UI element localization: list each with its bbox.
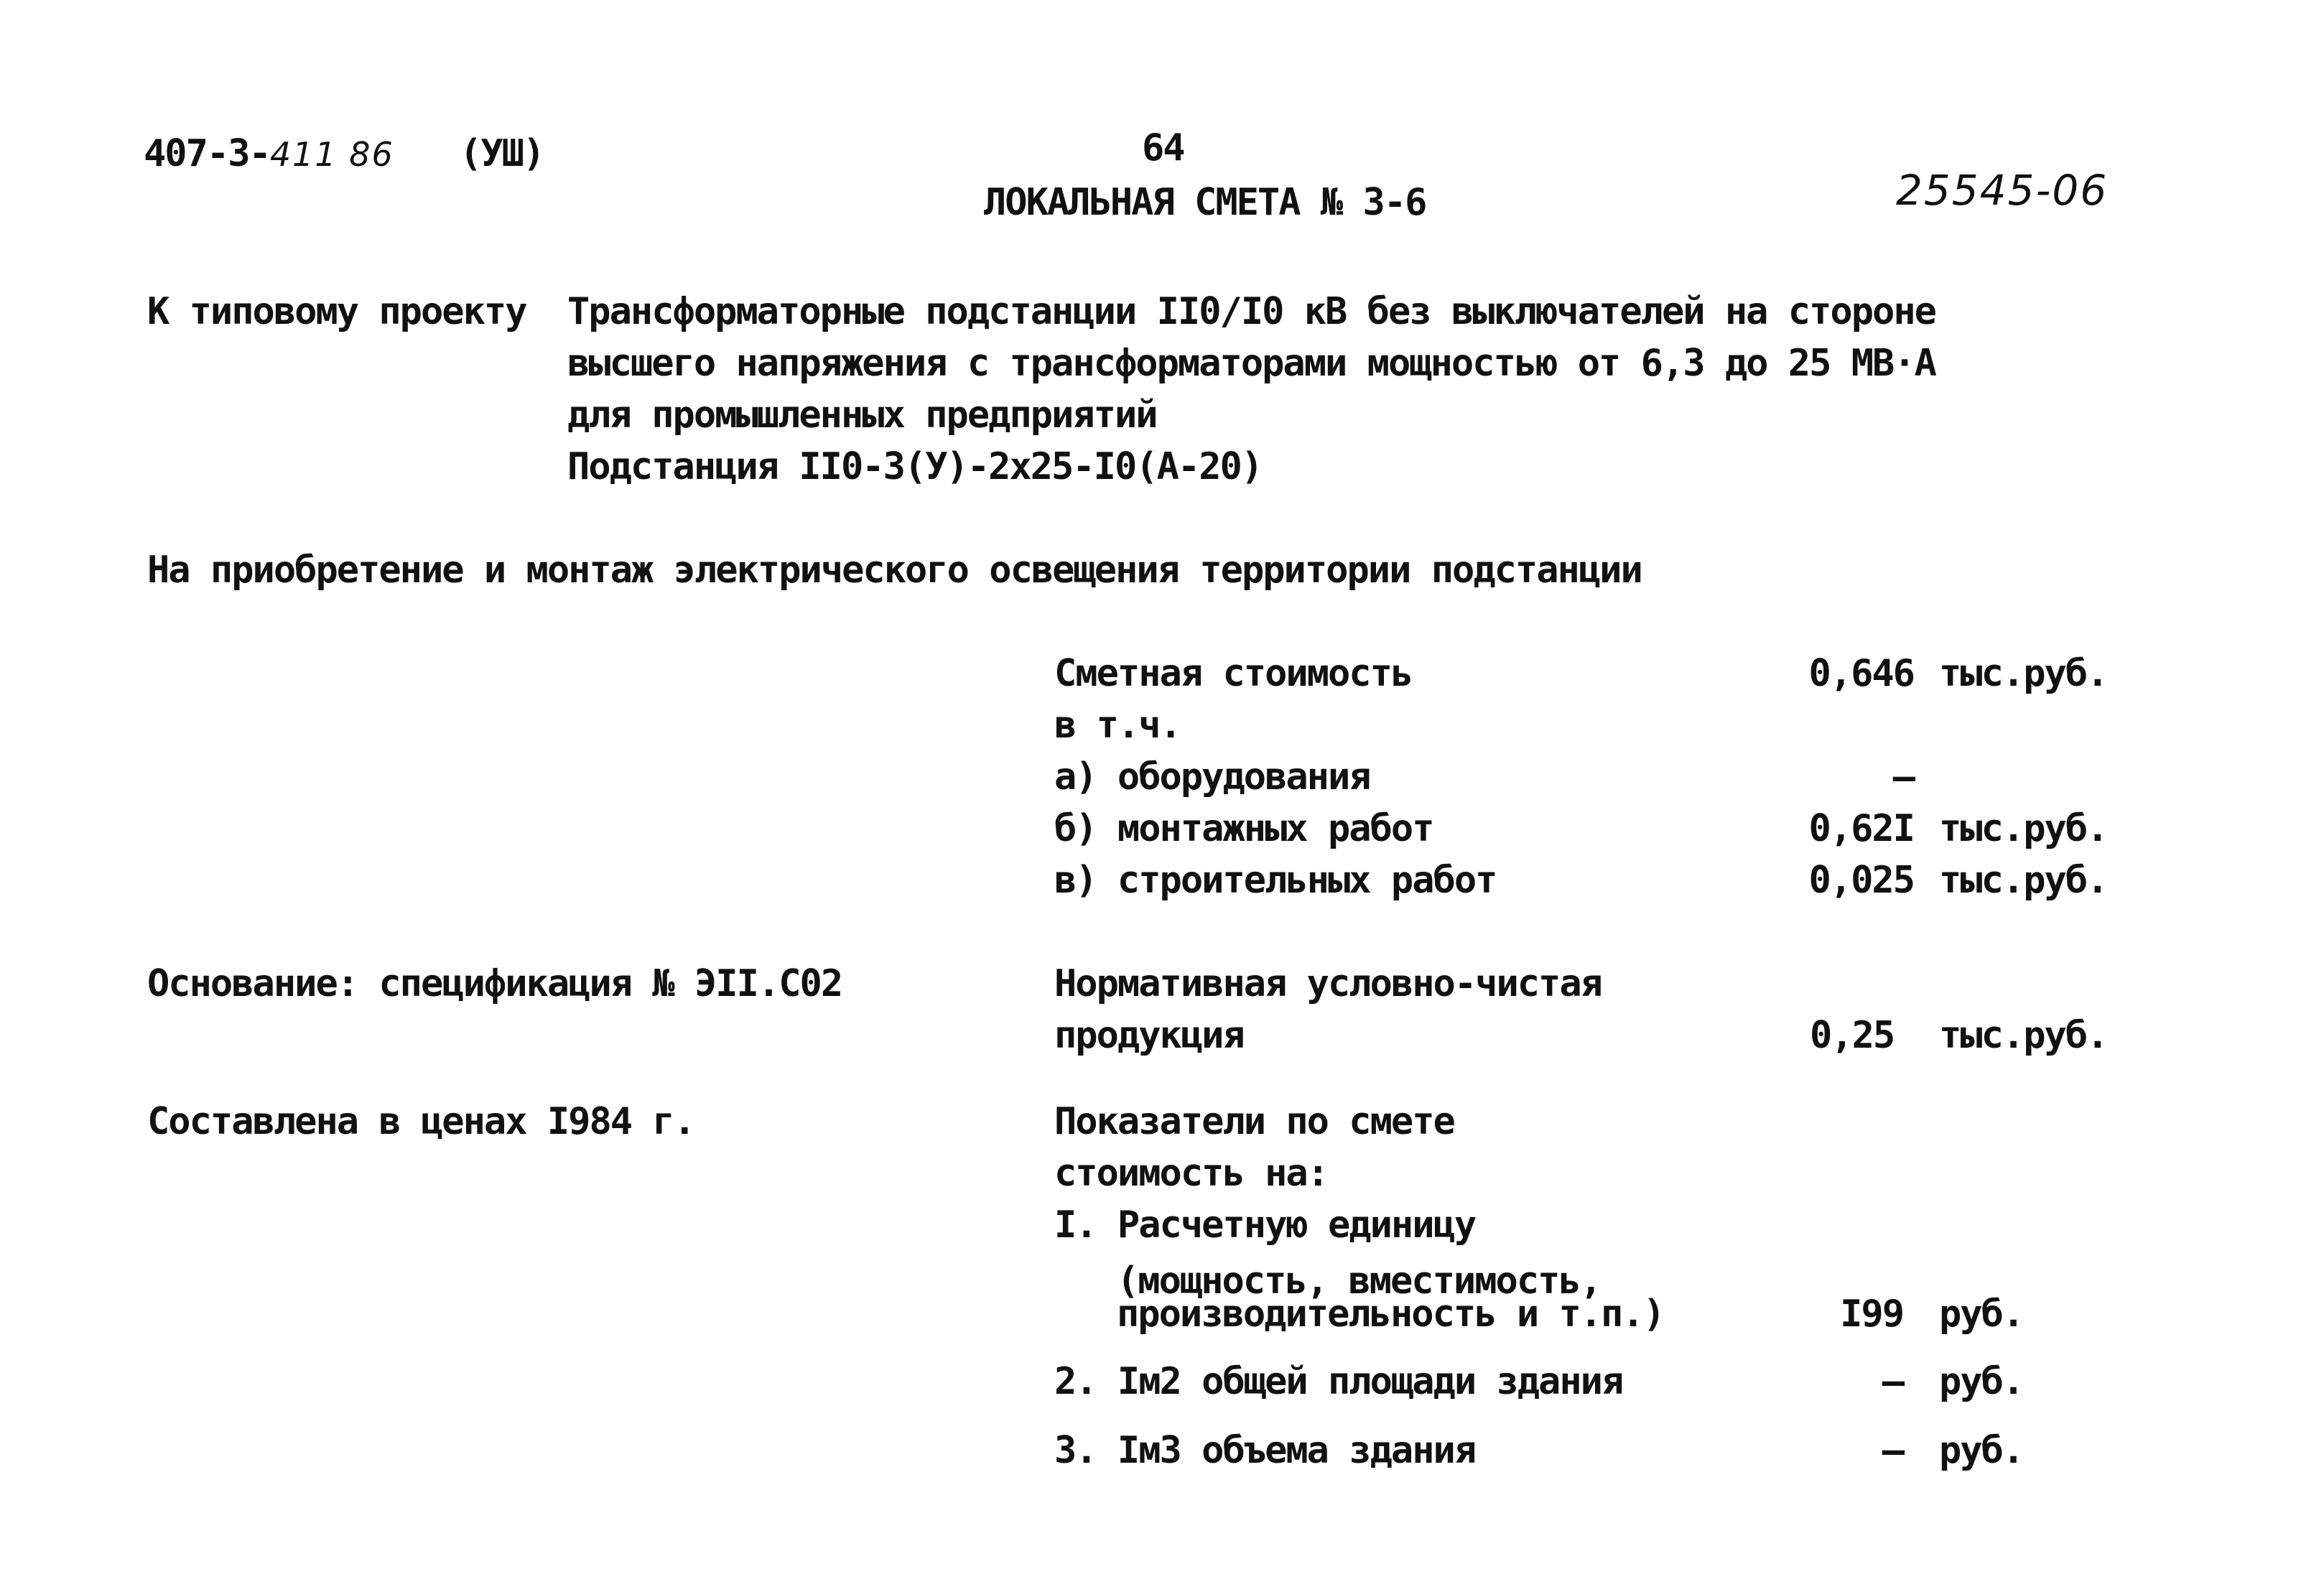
document-code-handwritten: 411 86 (269, 135, 394, 174)
indicator-item-unit: руб. (1939, 1293, 2024, 1336)
normative-label-line1: Нормативная условно-чистая (1054, 962, 1602, 1005)
indicator-item-note: производительность и т.п.) (1117, 1293, 1664, 1336)
prices-text: Составлена в ценах I984 г. (147, 1100, 694, 1143)
cost-item-label: в) строительных работ (1054, 859, 1497, 902)
project-line: высшего напряжения с трансформаторами мощностью от 6,3 до 25 МВ·А (567, 342, 1935, 385)
normative-unit: тыс.руб. (1939, 1014, 2108, 1057)
page-title: ЛОКАЛЬНАЯ СМЕТА № 3-6 (984, 181, 1426, 224)
cost-item-label: б) монтажных работ (1054, 807, 1433, 850)
indicators-title-line1: Показатели по смете (1054, 1100, 1454, 1143)
cost-item-value: – (1892, 755, 1914, 799)
cost-item-value: 0,62I (1808, 807, 1914, 850)
indicator-item-label: 2. Iм2 общей площади здания (1054, 1360, 1623, 1403)
archive-number: 25545-06 (1896, 166, 2109, 215)
indicator-item-value: – (1882, 1360, 1903, 1403)
indicator-item-value: I99 (1840, 1293, 1903, 1336)
document-code-printed: 407-3- (144, 132, 270, 175)
project-line: Подстанция II0-3(У)-2x25-I0(А-20) (567, 445, 1263, 488)
indicators-title-line2: стоимость на: (1054, 1152, 1328, 1195)
project-line: для промышленных предприятий (567, 394, 1157, 437)
cost-item-label: а) оборудования (1054, 755, 1370, 799)
normative-value: 0,25 (1810, 1014, 1895, 1057)
project-label: К типовому проекту (147, 290, 526, 333)
normative-label-line2: продукция (1054, 1014, 1244, 1057)
estimated-cost-value: 0,646 (1808, 652, 1914, 695)
purpose-text: На приобретение и монтаж электрического освещения территории подстанции (147, 549, 1642, 592)
volume-label: (УШ) (460, 132, 544, 175)
indicator-item-label: I. Расчетную единицу (1054, 1203, 1476, 1247)
indicator-item-value: – (1882, 1429, 1903, 1472)
indicator-item-unit: руб. (1939, 1360, 2024, 1403)
project-line: Трансформаторные подстанции II0/I0 кВ без выключателей на стороне (567, 290, 1935, 333)
estimated-cost-unit: тыс.руб. (1939, 652, 2108, 695)
page-number: 64 (1142, 126, 1184, 169)
estimated-cost-label: Сметная стоимость (1054, 652, 1413, 695)
cost-item-unit: тыс.руб. (1939, 859, 2108, 902)
including-label: в т.ч. (1054, 704, 1181, 747)
cost-item-value: 0,025 (1808, 859, 1914, 902)
cost-item-unit: тыс.руб. (1939, 807, 2108, 850)
indicator-item-label: 3. Iм3 объема здания (1054, 1429, 1476, 1472)
indicator-item-note: (мощность, вместимость, (1117, 1260, 1602, 1303)
indicator-item-unit: руб. (1939, 1429, 2024, 1472)
document-code (144, 132, 394, 175)
basis-text: Основание: спецификация № ЭII.С02 (147, 962, 842, 1005)
